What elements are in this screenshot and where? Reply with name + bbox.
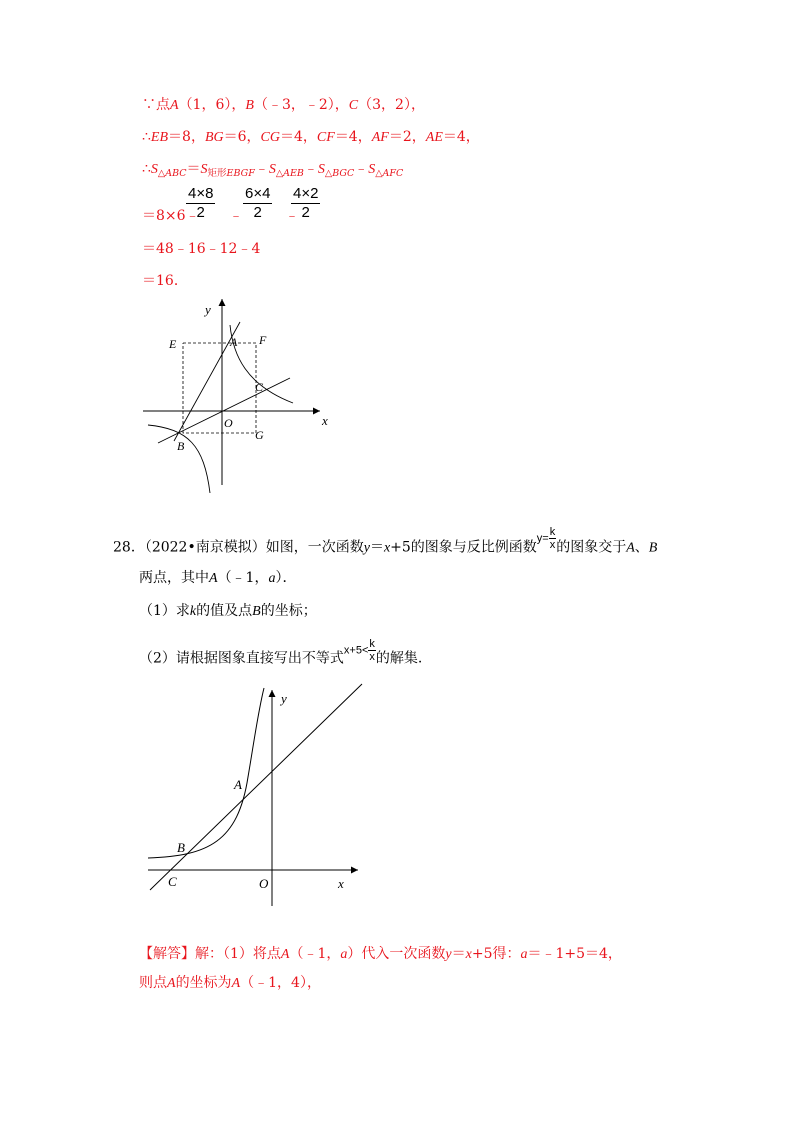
text: x+5< xyxy=(343,644,369,657)
text: ∴ xyxy=(142,161,151,177)
segment-label: AE xyxy=(425,130,443,145)
fraction-numerator: 6×4 xyxy=(245,185,271,202)
subscript: △BGC xyxy=(324,168,355,179)
minus-sign: ﹣ xyxy=(229,208,243,224)
variable: a xyxy=(520,947,528,962)
point-label: B xyxy=(245,98,254,113)
y-axis-arrow xyxy=(219,299,226,306)
label-C: C xyxy=(168,874,177,889)
segment-label: EB xyxy=(150,130,169,145)
text: 、 xyxy=(634,539,649,556)
text: 的图象与反比例函数 xyxy=(410,539,537,556)
text: （﹣3，﹣2）， xyxy=(253,97,349,113)
text: 的解集. xyxy=(375,650,423,667)
text: ＝ xyxy=(369,539,384,556)
text: ∴ xyxy=(142,129,151,145)
x-axis-arrow xyxy=(313,408,320,415)
area-symbol: S xyxy=(317,162,325,177)
answer-line-1 xyxy=(139,945,622,964)
text: ＝4， xyxy=(442,129,480,145)
fraction-3 xyxy=(291,186,320,222)
fraction-k-over-x xyxy=(368,638,376,663)
fraction-denominator: 2 xyxy=(253,204,262,221)
text: y= xyxy=(536,532,549,545)
text: ＝2， xyxy=(388,129,426,145)
segment-label: CF xyxy=(316,130,335,145)
label-O: O xyxy=(224,416,233,430)
label-O: O xyxy=(259,876,269,891)
text: 的坐标为 xyxy=(175,975,232,991)
fraction-numerator: 4×2 xyxy=(293,185,319,202)
inline-fraction-y xyxy=(537,526,556,551)
text: ﹣ xyxy=(303,161,318,177)
variable: x xyxy=(383,540,391,556)
problem-number: 28． xyxy=(113,539,145,556)
label-A: A xyxy=(230,335,238,349)
subscript: EBGF xyxy=(226,168,255,179)
solution-line-3 xyxy=(142,160,403,183)
solution-line-5: ＝48﹣16﹣12﹣4 xyxy=(142,241,261,257)
text: 解：（1）将点 xyxy=(195,946,281,962)
subscript: △ABC xyxy=(157,168,187,179)
point-label: A xyxy=(167,976,176,991)
text: 的坐标； xyxy=(260,603,317,619)
variable: y xyxy=(363,540,370,556)
text: （﹣1， xyxy=(217,570,269,586)
text: 两点，其中 xyxy=(139,570,209,586)
label-y: y xyxy=(281,691,287,706)
dashed-rectangle xyxy=(183,343,256,433)
hyperbola-branch-3 xyxy=(148,425,210,493)
answer-line-2 xyxy=(139,974,321,993)
fraction-denominator: 2 xyxy=(196,204,205,221)
fraction-2 xyxy=(243,186,272,222)
solution-line-6: ＝16． xyxy=(142,273,188,289)
numerator: k xyxy=(369,638,375,650)
text: ）． xyxy=(275,570,297,586)
segment-label: CG xyxy=(260,130,280,145)
text: ）代入一次函数 xyxy=(347,946,446,962)
text: 得： xyxy=(492,946,521,962)
label-y: y xyxy=(205,302,211,317)
label-B: B xyxy=(177,840,185,855)
y-axis-arrow xyxy=(269,690,276,697)
label-F: F xyxy=(259,333,267,347)
figure-1-graph xyxy=(138,295,338,495)
text: （2）请根据图象直接写出不等式 xyxy=(139,650,344,667)
text: 的图象交于 xyxy=(556,539,627,556)
text: （﹣1，4）， xyxy=(240,975,321,991)
area-symbol: S xyxy=(150,162,158,177)
fraction-numerator: 4×8 xyxy=(188,185,214,202)
label-C: C xyxy=(255,380,264,394)
point-label: C xyxy=(348,98,359,113)
figure-2-graph xyxy=(138,672,378,912)
fraction-1 xyxy=(186,186,215,222)
text: ＝﹣1+5＝4， xyxy=(527,946,622,962)
solution-line-4-prefix: ＝8×6﹣ xyxy=(142,208,200,224)
label-A: A xyxy=(234,777,242,792)
point-label: A xyxy=(231,976,241,991)
text: 则点 xyxy=(139,975,167,991)
subscript: △AEB xyxy=(275,168,304,179)
point-label: A xyxy=(209,571,218,586)
problem-28-line-1 xyxy=(113,526,658,561)
variable: x xyxy=(465,947,472,962)
problem-28-line-2 xyxy=(139,569,296,588)
problem-28-question-1 xyxy=(139,602,317,621)
label-x: x xyxy=(338,876,344,891)
solution-line-1 xyxy=(142,96,425,115)
point-label: B xyxy=(648,540,658,556)
text: ﹣ xyxy=(254,161,269,177)
text: ＝ xyxy=(451,946,466,962)
variable: y xyxy=(445,947,452,962)
problem-source: （2022•南京模拟） xyxy=(144,539,266,556)
subscript: △AFC xyxy=(375,168,404,179)
area-symbol: S xyxy=(200,162,208,177)
segment-label: AF xyxy=(371,130,389,145)
point-label: A xyxy=(626,540,635,556)
text: ＝4， xyxy=(334,129,372,145)
label-G: G xyxy=(255,428,264,442)
inline-inequality xyxy=(344,638,376,663)
point-label: B xyxy=(252,604,261,619)
text: ∵点 xyxy=(142,97,170,113)
denominator: x xyxy=(369,651,375,663)
point-label: A xyxy=(170,98,179,113)
text: ＝ xyxy=(186,161,201,177)
subscript: 矩形 xyxy=(207,168,227,179)
segment-label: BG xyxy=(204,130,224,145)
variable: a xyxy=(268,571,276,586)
variable: a xyxy=(340,947,348,962)
label-x: x xyxy=(322,413,328,428)
numerator: k xyxy=(549,526,556,538)
line-y-equals-x-plus-5 xyxy=(150,684,362,890)
text: +5 xyxy=(390,539,411,556)
denominator: x xyxy=(549,539,556,551)
text: （1，6）， xyxy=(178,97,246,113)
minus-sign: ﹣ xyxy=(285,208,299,224)
solution-line-2 xyxy=(142,128,480,147)
text: 如图，一次函数 xyxy=(265,539,364,556)
problem-28-question-2 xyxy=(139,638,423,672)
text: ﹣ xyxy=(354,161,369,177)
fraction-k-over-x xyxy=(549,526,557,551)
text: ＝6， xyxy=(223,129,261,145)
text: （3，2）， xyxy=(358,97,425,113)
variable: k xyxy=(189,604,197,619)
fraction-denominator: 2 xyxy=(301,204,310,221)
text: ＝4， xyxy=(280,129,317,145)
text: +5 xyxy=(471,946,493,962)
x-axis-arrow xyxy=(351,867,358,874)
area-symbol: S xyxy=(368,162,376,177)
area-symbol: S xyxy=(268,162,276,177)
answer-tag: 【解答】 xyxy=(139,946,195,962)
point-label: A xyxy=(280,947,290,962)
hyperbola-branch xyxy=(148,688,264,858)
text: 的值及点 xyxy=(196,603,253,619)
label-E: E xyxy=(169,337,177,351)
text: （﹣1， xyxy=(289,946,341,962)
text: ＝8， xyxy=(168,129,205,145)
label-B: B xyxy=(177,439,185,453)
text: （1）求 xyxy=(139,603,190,619)
